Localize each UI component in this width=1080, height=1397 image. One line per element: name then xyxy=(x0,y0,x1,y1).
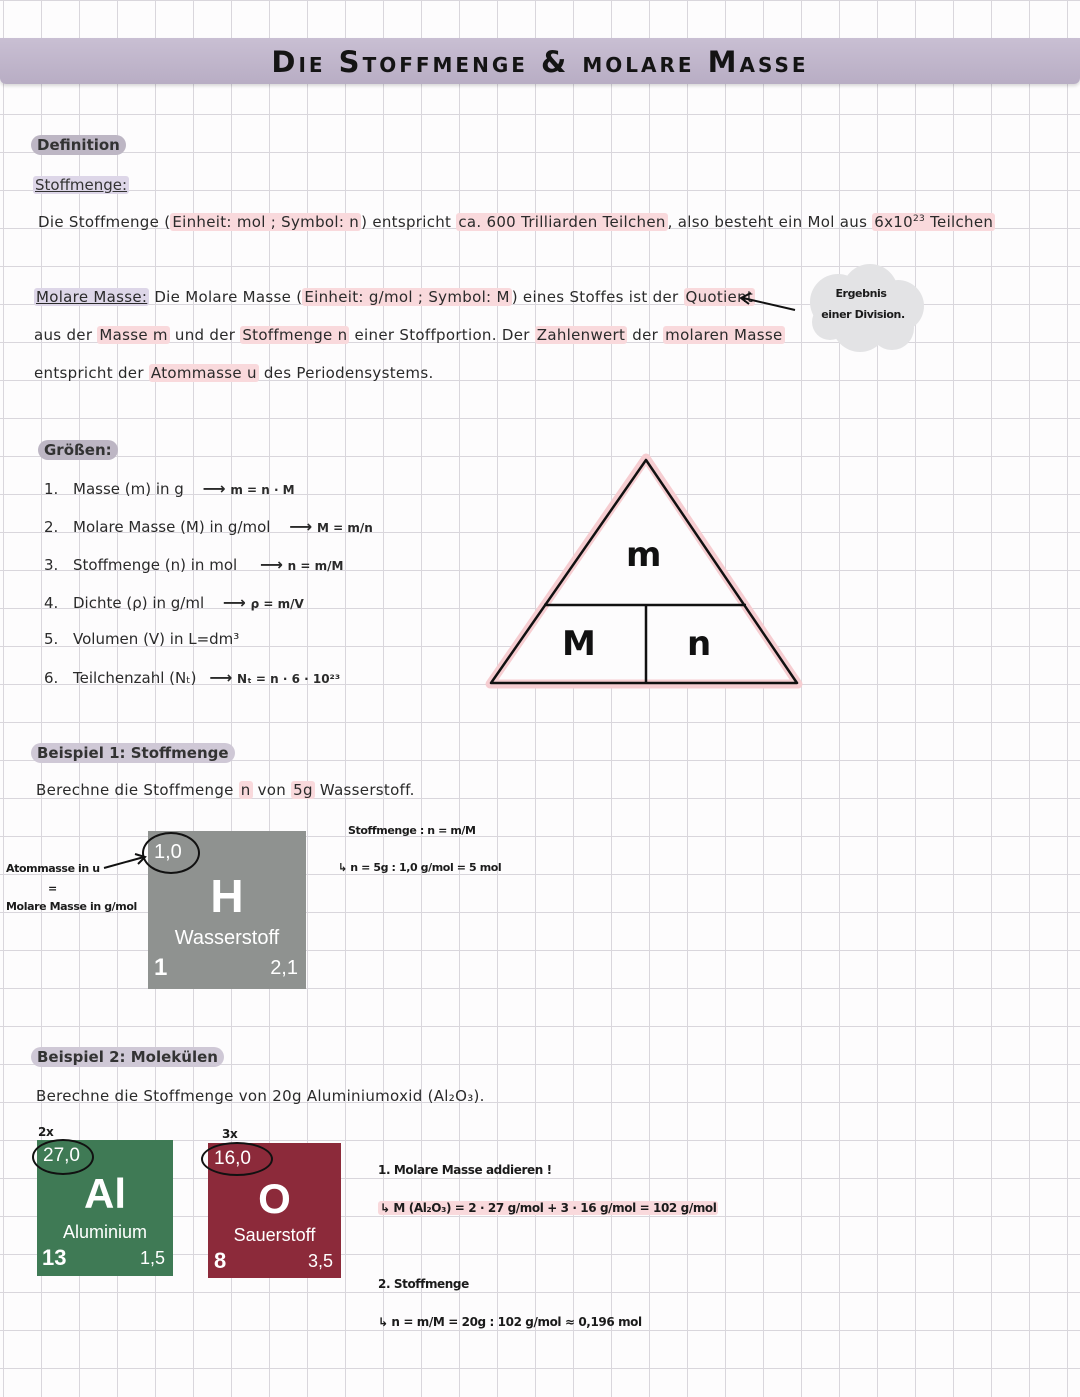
title-banner xyxy=(0,38,1080,84)
text-part: Wasserstoff. xyxy=(314,781,415,799)
oxygen-mass: 16,0 xyxy=(214,1148,251,1169)
text-part: Die Molare Masse ( xyxy=(149,288,303,306)
cloud-note-line2: einer Division. xyxy=(821,308,905,321)
oxygen-name: Sauerstoff xyxy=(233,1225,316,1245)
oxygen-number: 8 xyxy=(214,1248,227,1273)
molare-text-line3 xyxy=(34,364,434,382)
aluminium-symbol: Al xyxy=(84,1170,126,1217)
item-formula: ρ = m/V xyxy=(250,597,304,611)
groessen-heading: Größen: xyxy=(38,440,118,460)
item-number: 5. xyxy=(44,630,59,648)
item-formula: Nₜ = n · 6 · 10²³ xyxy=(237,672,341,686)
oxygen-symbol: O xyxy=(258,1175,291,1222)
beispiel2-task: Berechne die Stoffmenge von 20g Aluminiumoxid (Al₂O₃). xyxy=(36,1087,485,1105)
item-number: 4. xyxy=(44,594,59,612)
molare-text-line2 xyxy=(34,326,785,344)
molare-word: molaren Masse xyxy=(665,326,783,344)
item-formula: M = m/n xyxy=(316,521,373,535)
triangle-top-m: m xyxy=(626,535,662,575)
stoffmenge-count: ca. 600 Trilliarden Teilchen xyxy=(458,213,666,231)
atommasse-word: Atommasse u xyxy=(150,364,257,382)
item-number: 2. xyxy=(44,518,59,536)
arrow-right-icon: ⟶ xyxy=(289,517,313,536)
stoffmenge-unit: Einheit: mol ; Symbol: n xyxy=(172,213,360,231)
list-item xyxy=(44,593,304,612)
triangle-left-M: M xyxy=(562,624,596,664)
molare-text-line1 xyxy=(34,288,755,306)
arrow-right-icon: ⟶ xyxy=(222,593,246,612)
b1-calc-line2: ↳ n = 5g : 1,0 g/mol = 5 mol xyxy=(338,861,502,874)
al-mass-circle xyxy=(32,1139,94,1175)
hydrogen-mass: 1,0 xyxy=(154,841,182,863)
stoffmenge-label xyxy=(33,175,129,194)
avogadro-number xyxy=(872,213,995,231)
stoffmenge-label-text: Stoffmenge: xyxy=(35,176,128,194)
molare-label: Molare Masse: xyxy=(36,288,148,306)
list-item xyxy=(44,668,340,687)
hydrogen-name: Wasserstoff xyxy=(174,927,280,949)
triangle-right-n: n xyxy=(687,624,712,664)
item-number: 3. xyxy=(44,556,59,574)
text-part: der xyxy=(627,326,664,344)
definition-heading: Definition xyxy=(31,135,126,155)
list-item xyxy=(44,555,343,574)
task-5g: 5g xyxy=(293,781,313,799)
b2-step2: 2. Stoffmenge xyxy=(378,1277,469,1291)
aluminium-mass: 27,0 xyxy=(43,1145,80,1166)
zahlenwert-word: Zahlenwert xyxy=(536,326,626,344)
item-label: Teilchenzahl (Nₜ) xyxy=(73,669,197,687)
aluminium-en: 1,5 xyxy=(139,1248,165,1268)
b2-step2-calc: ↳ n = m/M = 20g : 102 g/mol ≈ 0,196 mol xyxy=(378,1315,642,1329)
hydrogen-number: 1 xyxy=(154,954,168,981)
o-mass-circle xyxy=(201,1142,273,1176)
item-label: Masse (m) in g xyxy=(73,480,184,498)
hydrogen-symbol: H xyxy=(210,870,244,922)
item-label: Stoffmenge (n) in mol xyxy=(73,556,238,574)
stoffmenge-text xyxy=(38,213,995,231)
text-part: Die Stoffmenge ( xyxy=(38,213,171,231)
al-multiplier: 2x xyxy=(38,1125,54,1139)
b2-step1-calc-text: ↳ M (Al₂O₃) = 2 · 27 g/mol + 3 · 16 g/mol = 102 g/mol xyxy=(380,1201,717,1215)
item-formula: n = m/M xyxy=(287,559,344,573)
list-item xyxy=(44,630,239,648)
cloud-note-line1: Ergebnis xyxy=(835,287,887,300)
task-n: n xyxy=(240,781,251,799)
b2-step1-calc xyxy=(378,1201,718,1215)
arrow-right-icon: ⟶ xyxy=(259,555,283,574)
text-part: des Periodensystems. xyxy=(258,364,434,382)
item-label: Volumen (V) in L=dm³ xyxy=(73,630,240,648)
text-part: aus der xyxy=(34,326,98,344)
arrow-right-icon: ⟶ xyxy=(209,668,233,687)
list-item xyxy=(44,517,373,536)
b1-calc-line1: Stoffmenge : n = m/M xyxy=(348,824,476,837)
beispiel2-heading: Beispiel 2: Molekülen xyxy=(31,1047,224,1067)
text-part: , also besteht ein Mol aus xyxy=(667,213,873,231)
text-part: einer Stoffportion. Der xyxy=(349,326,535,344)
aluminium-number: 13 xyxy=(42,1245,67,1270)
text-part: von xyxy=(252,781,292,799)
item-number: 6. xyxy=(44,669,59,687)
oxygen-en: 3,5 xyxy=(307,1251,333,1271)
b2-step1: 1. Molare Masse addieren ! xyxy=(378,1163,552,1177)
beispiel1-task xyxy=(36,781,415,799)
text-part: entspricht der xyxy=(34,364,149,382)
list-item xyxy=(44,479,295,498)
arrow-right-icon: ⟶ xyxy=(202,479,226,498)
page-title: Die Stoffmenge & molare Masse xyxy=(271,45,809,79)
arrow-to-cloud-icon xyxy=(735,288,801,316)
atommasse-note-line1: Atommasse in u xyxy=(6,862,100,875)
atommasse-note-line3: Molare Masse in g/mol xyxy=(6,900,137,913)
mass-circle xyxy=(142,832,200,874)
avogadro-base: 6x10 xyxy=(874,213,913,231)
atommasse-note-line2: = xyxy=(48,882,57,895)
hydrogen-en: 2,1 xyxy=(270,957,298,979)
text-part: Teilchen xyxy=(925,213,994,231)
avogadro-exp: 23 xyxy=(913,214,926,224)
aluminium-name: Aluminium xyxy=(62,1222,148,1242)
item-formula: m = n · M xyxy=(230,483,295,497)
stoffmenge-word: Stoffmenge n xyxy=(242,326,348,344)
item-label: Molare Masse (M) in g/mol xyxy=(73,518,271,536)
text-part: Berechne die Stoffmenge xyxy=(36,781,239,799)
molare-unit: Einheit: g/mol ; Symbol: M xyxy=(304,288,510,306)
quotient-word: Quotient xyxy=(685,288,754,306)
item-label: Dichte (ρ) in g/ml xyxy=(73,594,205,612)
item-number: 1. xyxy=(44,480,59,498)
o-multiplier: 3x xyxy=(222,1127,238,1141)
text-part: ) eines Stoffes ist der xyxy=(511,288,684,306)
masse-word: Masse m xyxy=(99,326,168,344)
beispiel1-heading: Beispiel 1: Stoffmenge xyxy=(31,743,235,763)
text-part: und der xyxy=(169,326,241,344)
text-part: ) entspricht xyxy=(361,213,457,231)
